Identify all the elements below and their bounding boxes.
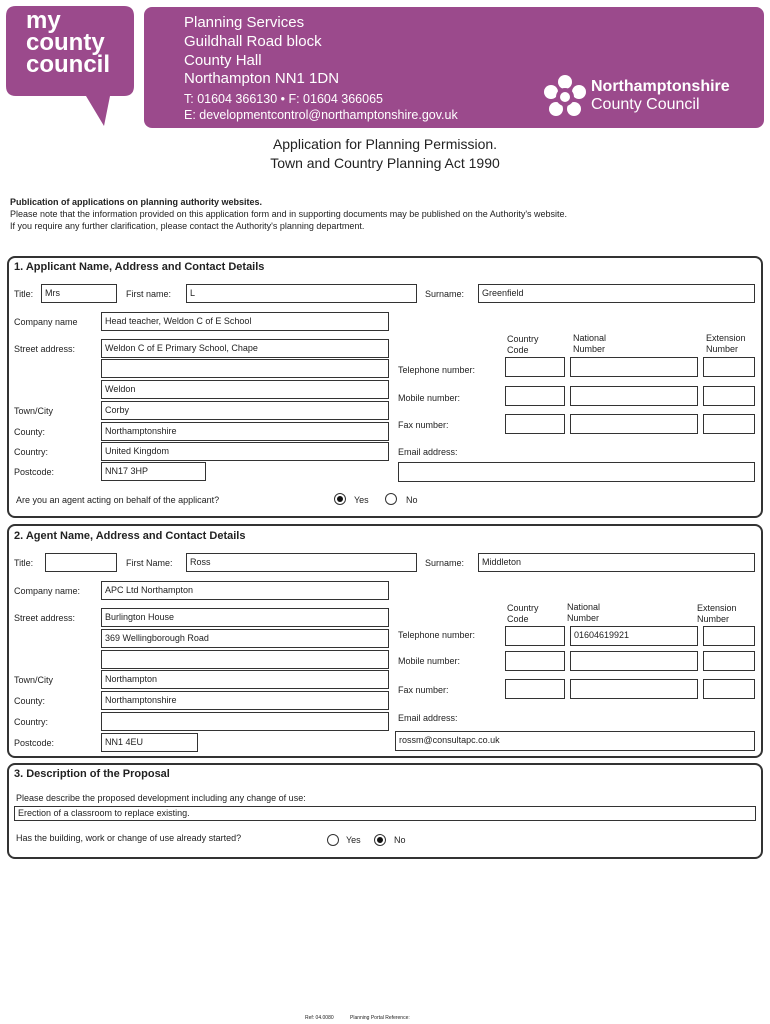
applicant-surname-label: Surname:	[425, 289, 465, 299]
section-1-title: 1. Applicant Name, Address and Contact Details	[14, 261, 265, 273]
applicant-email-field[interactable]	[398, 462, 755, 482]
agent-yes-label: Yes	[354, 495, 369, 505]
agent-telephone-label: Telephone number:	[398, 630, 476, 640]
agent-county-field[interactable]: Northamptonshire	[101, 691, 389, 710]
agent-no-radio[interactable]	[385, 493, 397, 505]
applicant-town-field[interactable]: Corby	[101, 401, 389, 420]
address-line-3: County Hall	[184, 52, 262, 69]
publication-line-2: If you require any further clarification, please contact the Authority's planning department.	[10, 221, 365, 231]
agent-town-label: Town/City	[14, 675, 54, 685]
address-line-2: Guildhall Road block	[184, 33, 322, 50]
section-3-title: 3. Description of the Proposal	[14, 768, 170, 780]
form-title-2: Town and Country Planning Act 1990	[270, 155, 500, 171]
applicant-street-1-field[interactable]: Weldon C of E Primary School, Chape	[101, 339, 389, 358]
applicant-street-label: Street address:	[14, 344, 76, 354]
agent-email-field[interactable]: rossm@consultapc.co.uk	[395, 731, 755, 751]
applicant-postcode-label: Postcode:	[14, 467, 55, 477]
applicant-telephone-label: Telephone number:	[398, 365, 476, 375]
agent-company-label: Company name:	[14, 586, 81, 596]
agent-county-label: County:	[14, 696, 46, 706]
logo-line-my: my	[26, 7, 61, 34]
section-2-title: 2. Agent Name, Address and Contact Details	[14, 530, 246, 542]
applicant-title-label: Title:	[14, 289, 34, 299]
applicant-fax-label: Fax number:	[398, 420, 449, 430]
agent-surname-field[interactable]: Middleton	[478, 553, 755, 572]
applicant-company-field[interactable]: Head teacher, Weldon C of E School	[101, 312, 389, 331]
applicant-company-label: Company name	[14, 317, 78, 327]
agent-fax-country-code[interactable]	[505, 679, 565, 699]
applicant-tel-national[interactable]	[570, 357, 698, 377]
agent-tel-extension[interactable]	[703, 626, 755, 646]
applicant-mobile-extension[interactable]	[703, 386, 755, 406]
agent-surname-label: Surname:	[425, 558, 465, 568]
applicant-street-3-field[interactable]: Weldon	[101, 380, 389, 399]
applicant-tel-extension[interactable]	[703, 357, 755, 377]
applicant-town-label: Town/City	[14, 406, 54, 416]
applicant-mobile-country-code[interactable]	[505, 386, 565, 406]
agent-town-field[interactable]: Northampton	[101, 670, 389, 689]
header-banner	[0, 0, 770, 130]
agent-mobile-national[interactable]	[570, 651, 698, 671]
agent-mobile-label: Mobile number:	[398, 656, 461, 666]
form-title-1: Application for Planning Permission.	[272, 136, 498, 152]
started-yes-radio[interactable]	[327, 834, 339, 846]
logo-text	[26, 7, 111, 78]
started-no-radio[interactable]	[374, 834, 386, 846]
started-yes-label: Yes	[346, 835, 361, 845]
council-name-2: County Council	[591, 96, 700, 113]
applicant-extension-header: Extension Number	[706, 333, 746, 354]
agent-country-label: Country:	[14, 717, 49, 727]
agent-title-label: Title:	[14, 558, 34, 568]
email-line: E: developmentcontrol@northamptonshire.gov.uk	[184, 108, 458, 122]
applicant-email-label: Email address:	[398, 447, 458, 457]
applicant-fax-country-code[interactable]	[505, 414, 565, 434]
applicant-fax-national[interactable]	[570, 414, 698, 434]
agent-country-code-header: Country Code	[507, 603, 539, 624]
proposal-description-field[interactable]: Erection of a classroom to replace existing.	[14, 806, 756, 821]
agent-title-field[interactable]	[45, 553, 117, 572]
agent-country-field[interactable]	[101, 712, 389, 731]
agent-no-label: No	[406, 495, 418, 505]
agent-extension-header: Extension Number	[697, 603, 737, 624]
agent-email-label: Email address:	[398, 713, 458, 723]
logo-line-county: county	[26, 29, 105, 56]
agent-street-label: Street address:	[14, 613, 76, 623]
agent-yes-radio[interactable]	[334, 493, 346, 505]
agent-fax-extension[interactable]	[703, 679, 755, 699]
applicant-fax-extension[interactable]	[703, 414, 755, 434]
publication-heading: Publication of applications on planning authority websites.	[10, 197, 263, 207]
applicant-county-label: County:	[14, 427, 46, 437]
applicant-national-number-header: National Number	[573, 333, 607, 354]
agent-postcode-label: Postcode:	[14, 738, 55, 748]
agent-question: Are you an agent acting on behalf of the applicant?	[16, 495, 220, 505]
agent-tel-national[interactable]: 01604619921	[570, 626, 698, 646]
applicant-mobile-national[interactable]	[570, 386, 698, 406]
agent-street-1-field[interactable]: Burlington House	[101, 608, 389, 627]
applicant-first-name-label: First name:	[126, 289, 172, 299]
council-name-1: Northamptonshire	[591, 78, 730, 95]
agent-street-2-field[interactable]: 369 Wellingborough Road	[101, 629, 389, 648]
agent-postcode-field[interactable]: NN1 4EU	[101, 733, 198, 752]
agent-street-3-field[interactable]	[101, 650, 389, 669]
phone-line: T: 01604 366130 • F: 01604 366065	[184, 92, 383, 106]
rose-crest-icon	[542, 74, 588, 120]
applicant-tel-country-code[interactable]	[505, 357, 565, 377]
agent-tel-country-code[interactable]	[505, 626, 565, 646]
publication-line-1: Please note that the information provided on this application form and in supporting documents may be published on the Authority's website.	[10, 209, 568, 219]
logo-line-council: council	[26, 51, 111, 78]
footer-ref: Ref: 04.0080	[305, 1015, 334, 1021]
applicant-country-field[interactable]: United Kingdom	[101, 442, 389, 461]
applicant-street-2-field[interactable]	[101, 359, 389, 378]
applicant-surname-field[interactable]: Greenfield	[478, 284, 755, 303]
applicant-country-label: Country:	[14, 447, 49, 457]
applicant-first-name-field[interactable]: L	[186, 284, 417, 303]
address-line-4: Northampton NN1 1DN	[184, 70, 340, 87]
agent-mobile-country-code[interactable]	[505, 651, 565, 671]
agent-mobile-extension[interactable]	[703, 651, 755, 671]
applicant-country-code-header: Country Code	[507, 334, 539, 355]
proposal-prompt: Please describe the proposed development including any change of use:	[16, 793, 306, 803]
applicant-county-field[interactable]: Northamptonshire	[101, 422, 389, 441]
applicant-mobile-label: Mobile number:	[398, 393, 461, 403]
footer-portal-reference: Planning Portal Reference:	[350, 1015, 410, 1021]
agent-national-number-header: National Number	[567, 602, 601, 623]
agent-fax-label: Fax number:	[398, 685, 449, 695]
started-no-label: No	[394, 835, 406, 845]
address-line-1: Planning Services	[184, 14, 305, 31]
started-question: Has the building, work or change of use already started?	[16, 833, 242, 843]
agent-fax-national[interactable]	[570, 679, 698, 699]
agent-company-field[interactable]: APC Ltd Northampton	[101, 581, 389, 600]
applicant-postcode-field[interactable]: NN17 3HP	[101, 462, 206, 481]
applicant-title-field[interactable]: Mrs	[41, 284, 117, 303]
agent-first-name-field[interactable]: Ross	[186, 553, 417, 572]
agent-first-name-label: First Name:	[126, 558, 173, 568]
